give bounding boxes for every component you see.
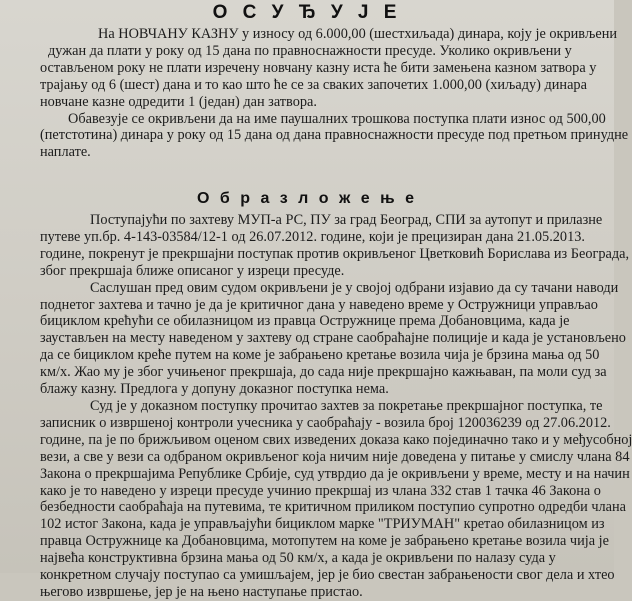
text-line: 102 истог Закона, када је управљајући бициклом марке "ТРИУМАН" кретао обилазницом из bbox=[40, 516, 605, 533]
text-line: због прекршаја ближе описаног у изреци пресуде. bbox=[40, 262, 345, 279]
text-line: заустављен на месту наведеном у захтеву од стране саобраћајне полиције и када је установљено bbox=[40, 330, 626, 347]
text-line: наплате. bbox=[40, 144, 91, 161]
text-line: км/х. Жао му је због учињеног прекршаја, до сада није прекршајно кажњаван, па моли суд за bbox=[40, 364, 607, 381]
text-line: правца Остружнице ка Добановцима, мотопутем на коме је забрањено кретање возила чија је bbox=[40, 533, 609, 550]
text-line: дужан да плати у року од 15 дана по правноснажности пресуде. Уколико окривљени у bbox=[48, 42, 572, 59]
text-line: безбедности саобраћаја на путевима, те критичном приликом поступио супротно одредби члана bbox=[40, 499, 627, 516]
text-line: поднетог захтева и тачно је да је критичног дана у наведено време у Остружници управљао bbox=[40, 296, 598, 313]
text-line: (петстотина) динара у року од 15 дана од дана правноснажности пресуде под претњом принудне bbox=[40, 127, 629, 144]
text-line: његово извршење, јер је на њено наступање пристао. bbox=[40, 583, 363, 600]
text-line: Суд је у доказном поступку прочитао захтев за покретање прекршајног поступка, те bbox=[90, 397, 603, 414]
text-line: године, покренут је прекршајни поступак против окривљеног Цветковић Борислава из Београда, bbox=[40, 245, 630, 262]
text-line: остављеном року не плати изречену новчану казну иста ће бити замењена казном затвора у bbox=[40, 59, 597, 76]
text-line: да се бициклом креће путем на коме је забрањено кретање возила чија је брзина мања од 50 bbox=[40, 347, 600, 364]
verdict-heading: О С У Ђ У Ј Е bbox=[212, 2, 402, 23]
text-line: новчане казне одредити 1 (један) дан затвора. bbox=[40, 93, 317, 110]
text-line: бициклом крећући се обилазницом из правца Остружнице према Добановцима, када је bbox=[40, 313, 570, 330]
text-line: блажу казну. Предлога у допуну доказног поступка нема. bbox=[40, 381, 389, 398]
text-line: путеве уп.бр. 4-143-03584/12-1 од 26.07.2012. године, који је прецизиран дана 21.05.2013. bbox=[40, 228, 585, 245]
text-line: Саслушан пред овим судом окривљени је у својој одбрани изјавио да су тачани наводи bbox=[90, 279, 619, 296]
text-line: записник о извршеној контроли учесника у саобраћају - возила број 120036239 од 27.06.2012. bbox=[40, 414, 611, 431]
text-line: највећа конструктивна брзина мања од 50 км/х, а када је окривљени по налазу суда у bbox=[40, 550, 556, 567]
text-line: како је то наведено у изреци пресуде учинио прекршај из члана 332 став 1 тачка 46 Закона о bbox=[40, 482, 601, 499]
reasoning-body bbox=[40, 212, 632, 601]
verdict-body bbox=[40, 26, 629, 161]
text-line: Обавезује се окривљени да на име паушалних трошкова поступка плати износ од 500,00 bbox=[68, 110, 606, 127]
text-line: године, па је по брижљивом оценом свих изведених доказа како појединачно тако и у међусобној bbox=[40, 431, 632, 448]
text-line: Закона о прекршајима Републике Србије, суд утврдио да је окривљени у време, месту и на начин bbox=[40, 465, 630, 482]
text-line: конкретном случају поступао са умишљајем, јер је био свестан забрањености свог дела и хтео bbox=[40, 567, 615, 584]
text-line: вези, а све у вези са одбраном окривљеног која ничим није доведена у питање у смислу члана 84 bbox=[40, 448, 630, 465]
text-line: Поступајући по захтеву МУП-а РС, ПУ за град Београд, СПИ за аутопут и прилазне bbox=[90, 212, 603, 228]
text-line: На НОВЧАНУ КАЗНУ у износу од 6.000,00 (шестхиљада) динара, коју је окривљени bbox=[98, 26, 618, 42]
text-line: трајању од 6 (шест) дана и то као што ће се за сваких започетих 1.000,00 (хиљаду) динара bbox=[40, 76, 587, 93]
reasoning-heading: О б р а з л о ж е њ е bbox=[197, 190, 417, 207]
